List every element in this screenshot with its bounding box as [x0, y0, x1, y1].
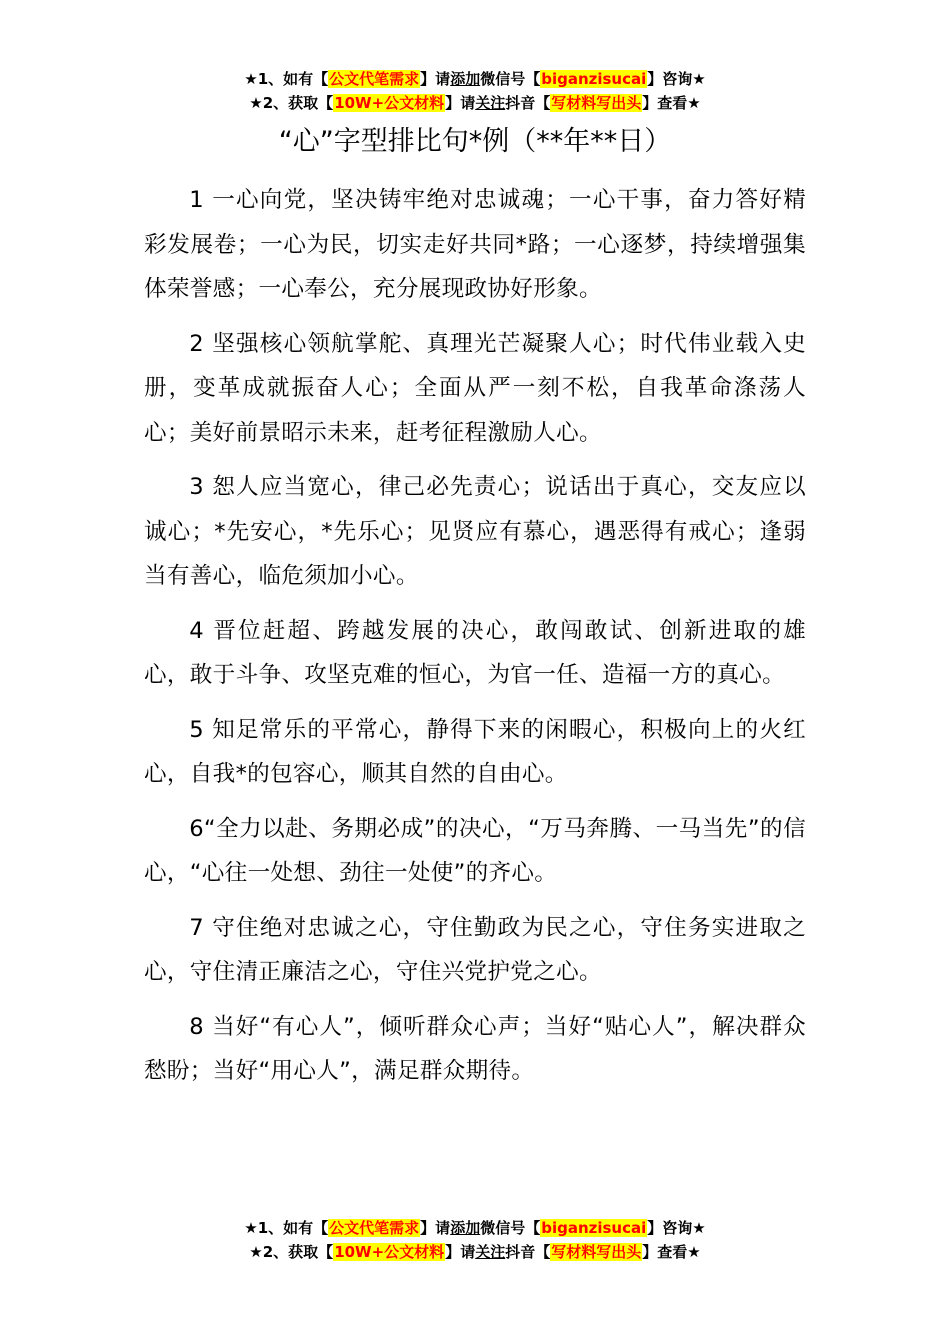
banner-text: 】查看★: [642, 1243, 701, 1261]
paragraph-4: 4 晋位赶超、跨越发展的决心，敢闯敢试、创新进取的雄心，敢于斗争、攻坚克难的恒心，为官一任、造福一方的真心。: [144, 617, 806, 688]
banner-text: 】咨询★: [647, 1219, 706, 1237]
document-body: [144, 178, 806, 1104]
document-title: “心”字型排比句*例（**年**日）: [278, 126, 672, 157]
banner-text: 抖音【: [505, 94, 551, 112]
banner-text: ★1、如有【: [244, 70, 329, 88]
paragraph-2: 2 坚强核心领航掌舵、真理光芒凝聚人心；时代伟业载入史册，变革成就振奋人心；全面从严一刻不松，自我革命涤荡人心；美好前景昭示未来，赶考征程激励人心。: [144, 330, 806, 446]
banner-text: 微信号【: [480, 70, 541, 88]
paragraph-5: 5 知足常乐的平常心，静得下来的闲暇心，积极向上的火红心，自我*的包容心，顺其自然的自由心。: [144, 716, 806, 787]
banner-text: ★2、获取【: [249, 94, 334, 112]
paragraph-6: 6“全力以赴、务期必成”的决心，“万马奔腾、一马当先”的信心，“心往一处想、劲往一处使”的齐心。: [144, 815, 806, 886]
banner-line-2: [0, 1240, 950, 1264]
paragraph-7: 7 守住绝对忠诚之心，守住勤政为民之心，守住务实进取之心，守住清正廉洁之心，守住兴党护党之心。: [144, 914, 806, 985]
banner-douyin-account: 写材料写出头: [551, 94, 642, 112]
header-banner: [0, 67, 950, 115]
banner-highlight: 公文代笔需求: [329, 70, 420, 88]
paragraph-1: 1 一心向党，坚决铸牢绝对忠诚魂；一心干事，奋力答好精彩发展卷；一心为民，切实走好共同*路；一心逐梦，持续增强集体荣誉感；一心奉公，充分展现政协好形象。: [144, 187, 806, 302]
banner-emphasis: 关注: [475, 94, 506, 112]
banner-emphasis: 添加: [450, 1219, 481, 1237]
banner-highlight: 公文代笔需求: [329, 1219, 420, 1237]
banner-emphasis: 关注: [475, 1243, 506, 1261]
paragraph-8: 8 当好“有心人”，倾听群众心声；当好“贴心人”，解决群众愁盼；当好“用心人”，满足群众期待。: [144, 1013, 806, 1084]
banner-highlight: 10W+公文材料: [334, 94, 445, 112]
paragraph-3: 3 恕人应当宽心，律己必先责心；说话出于真心，交友应以诚心；*先安心，*先乐心；见贤应有慕心，遇恶得有戒心；逢弱当有善心，临危须加小心。: [144, 474, 806, 589]
banner-text: ★1、如有【: [244, 1219, 329, 1237]
banner-text: 】请: [420, 70, 451, 88]
banner-text: ★2、获取【: [249, 1243, 334, 1261]
banner-text: 】请: [445, 94, 476, 112]
banner-wechat-id: biganzisucai: [541, 70, 647, 88]
banner-text: 】咨询★: [647, 70, 706, 88]
banner-douyin-account: 写材料写出头: [551, 1243, 642, 1261]
banner-highlight: 10W+公文材料: [334, 1243, 445, 1261]
banner-text: 】请: [445, 1243, 476, 1261]
banner-line-1: [0, 67, 950, 91]
banner-line-2: [0, 91, 950, 115]
footer-banner: [0, 1216, 950, 1264]
banner-text: 抖音【: [505, 1243, 551, 1261]
banner-emphasis: 添加: [450, 70, 481, 88]
banner-wechat-id: biganzisucai: [541, 1219, 647, 1237]
banner-text: 】查看★: [642, 94, 701, 112]
banner-text: 微信号【: [480, 1219, 541, 1237]
banner-line-1: [0, 1216, 950, 1240]
banner-text: 】请: [420, 1219, 451, 1237]
